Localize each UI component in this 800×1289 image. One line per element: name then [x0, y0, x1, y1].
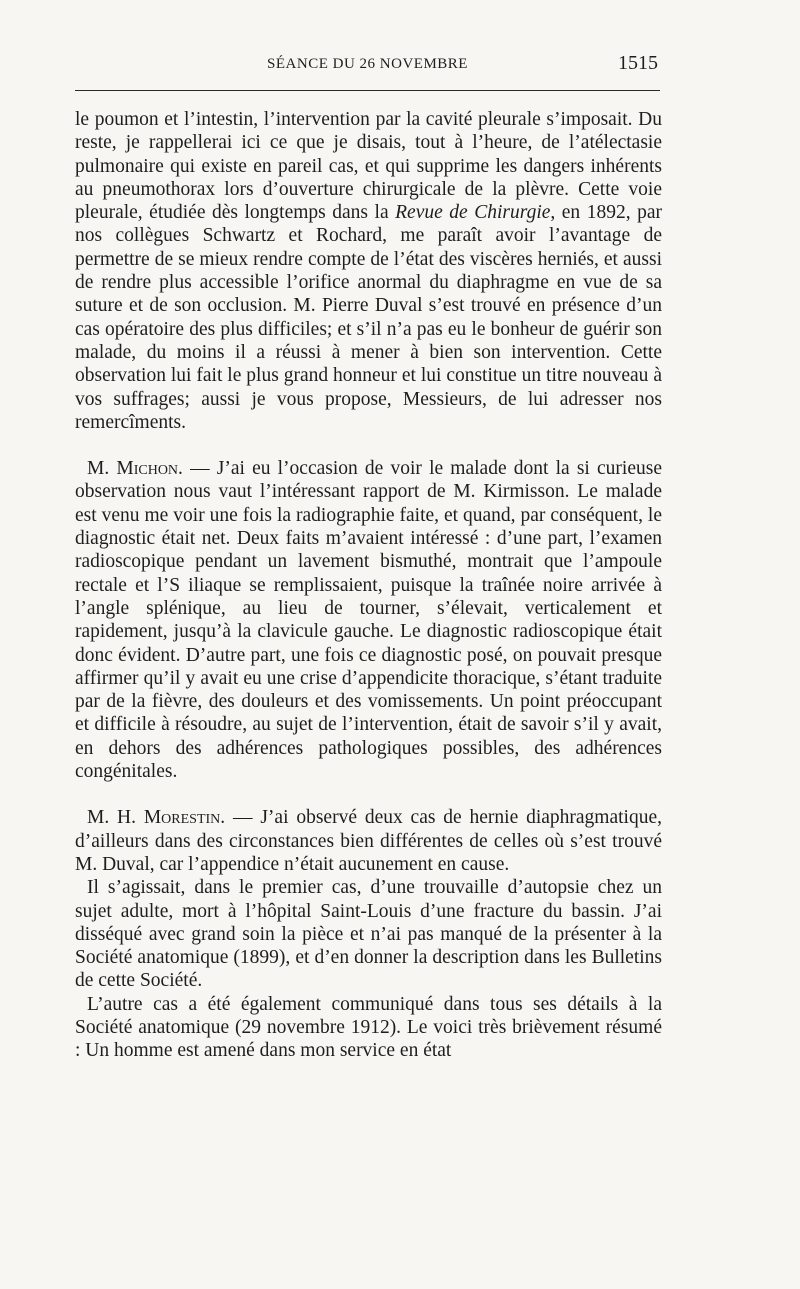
paragraph-text: , en 1892, par nos collègues Schwartz et Rochard, me paraît avoir l’avantage de permettre de se mieux rendre compte de l’état des viscères herniés, et aussi de rendre plus accessible l’orifice anormal du diaphragme en vue de sa suture et de son occlusion. M. Pierre Duval s’est trouvé en présence d’un cas opératoire des plus difficiles; et s’il n’a pas eu le bonheur de guérir son malade, du moins il a réussi à mener à bien son intervention. Cette observation lui fait le plus grand honneur et lui constitue un titre nouveau à vos suffrages; aussi je vous propose, Messieurs, de lui adresser nos remercîments.: [75, 202, 662, 433]
paragraph-morestin: [75, 806, 662, 876]
paragraph-text: Il s’agissait, dans le premier cas, d’une trouvaille d’autopsie chez un sujet adulte, mort à l’hôpital Saint-Louis d’une fracture du bassin. J’ai disséqué avec grand soin la pièce et n’ai pas manqué de la présenter à la Société anatomique (1899), et d’en donner la description dans les Bulletins de cette Société.: [75, 877, 662, 992]
page-number: 1515: [618, 52, 658, 74]
running-title: SÉANCE DU 26 NOVEMBRE: [267, 56, 468, 72]
body-text: [75, 108, 662, 1063]
speaker-name: M. Michon.: [87, 458, 183, 480]
paragraph-text: L’autre cas a été également communiqué dans tous ses détails à la Société anatomique (29 novembre 1912). Le voici très brièvement résumé : Un homme est amené dans mon service en état: [75, 993, 662, 1062]
paragraph-text: — J’ai eu l’occasion de voir le malade dont la si curieuse observation nous vaut l’intéressant rapport de M. Kirmisson. Le malade est venu me voir une fois la radiographie faite, et quand, par conséquent, le diagnostic était net. Deux faits m’avaient intéressé : d’une part, l’examen radioscopique pendant un lavement bismuthé, montrait que l’ampoule rectale et l’S iliaque se remplissaient, puisque la traînée noire arrivée à l’angle splénique, au lieu de tourner, s’élevait, verticalement et rapidement, jusqu’à la clavicule gauche. Le diagnostic radioscopique était donc évident. D’autre part, une fois ce diagnostic posé, on pouvait presque affirmer qu’il y avait eu une crise d’appendicite thoracique, s’étant traduite par de la fièvre, des douleurs et des vomissements. Un point préoccupant et difficile à résoudre, au sujet de l’intervention, était de savoir s’il y avait, en dehors des adhérences pathologiques possibles, des adhérences congénitales.: [75, 458, 662, 783]
paragraph-michon: [75, 457, 662, 783]
paragraph-text: le poumon et l’intestin, l’intervention par la cavité pleurale s’imposait. Du reste, je rappellerai ici ce que je disais, tout à l’heure, de l’atélectasie pulmonaire qui existe en pareil cas, et qui supprime les dangers inhérents au pneumothorax lors d’ouverture chirurgicale de la plèvre. Cette voie pleurale, étudiée dès longtemps dans la: [75, 109, 662, 224]
paragraph-second-case: [75, 993, 662, 1063]
paragraph-first-case: [75, 876, 662, 992]
paragraph-text: — J’ai observé deux cas de hernie diaphragmatique, d’ailleurs dans des circonstances bien différentes de celles où s’est trouvé M. Duval, car l’appendice n’était aucunement en cause.: [75, 807, 662, 875]
paragraph-kirmisson-report-end: [75, 108, 662, 434]
speaker-name: M. H. Morestin.: [87, 807, 226, 829]
page-header: [75, 50, 660, 80]
journal-title: Revue de Chirurgie: [395, 202, 551, 224]
header-rule: [75, 90, 660, 91]
